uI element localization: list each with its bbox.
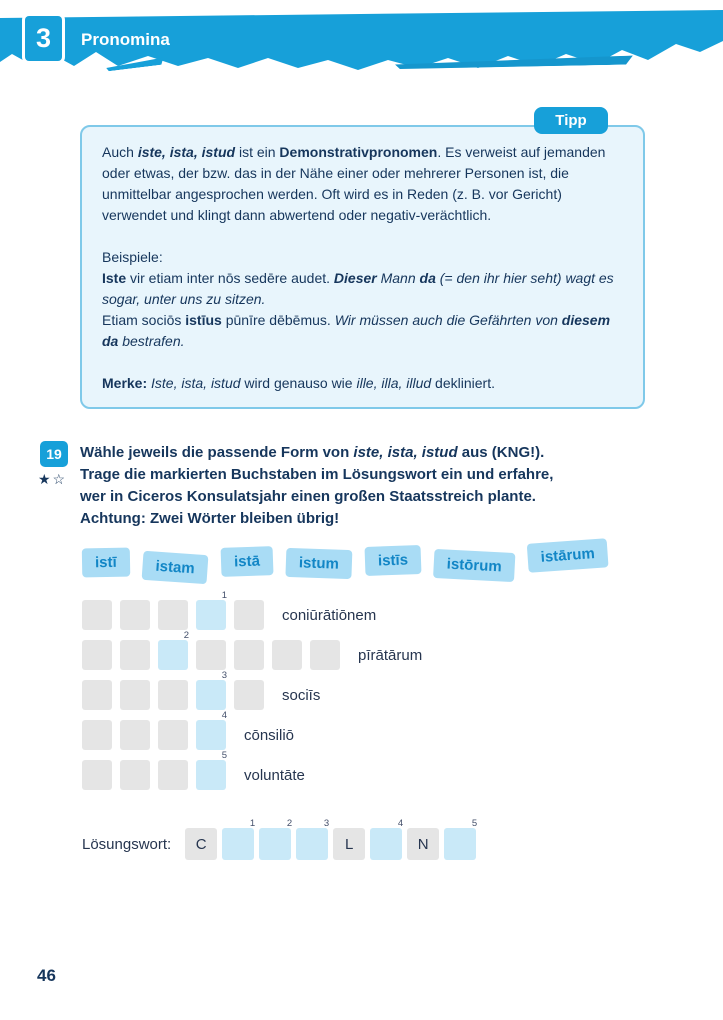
text-segment: Achtung: Zwei Wörter bleiben übrig! xyxy=(80,510,340,527)
text-segment: Iste xyxy=(102,270,127,286)
cell-number: 3 xyxy=(221,670,227,681)
solution-cell-blank[interactable] xyxy=(296,818,330,860)
tip-intro xyxy=(102,142,623,226)
chapter-number-badge xyxy=(25,16,62,61)
answer-cell[interactable] xyxy=(158,760,188,790)
cell-number: 4 xyxy=(397,818,404,829)
clue-word: pīrātārum xyxy=(358,646,423,664)
instruction-line xyxy=(80,442,640,464)
solution-cell-letter: N xyxy=(407,828,439,860)
cell-number: 3 xyxy=(323,818,330,829)
answer-cell[interactable] xyxy=(120,760,150,790)
cell-number: 5 xyxy=(471,818,478,829)
answer-cell[interactable] xyxy=(120,640,150,670)
answer-cell[interactable] xyxy=(234,640,264,670)
word-tile[interactable]: istam xyxy=(141,551,208,584)
tip-example-1 xyxy=(102,268,623,310)
instruction-line xyxy=(80,486,640,508)
answer-cell-highlighted[interactable] xyxy=(196,750,227,790)
examples-heading: Beispiele: xyxy=(102,249,163,265)
tip-box xyxy=(80,112,645,409)
answer-cell-highlighted[interactable] xyxy=(196,670,227,710)
answer-cell[interactable] xyxy=(120,720,150,750)
answer-cell[interactable] xyxy=(82,680,112,710)
clue-word: sociīs xyxy=(282,686,321,704)
answer-cell[interactable] xyxy=(234,600,264,630)
difficulty-rating: ★☆ xyxy=(38,471,68,487)
text-segment: pūnīre dēbēmus. xyxy=(221,312,335,328)
solution-cell-blank[interactable] xyxy=(444,818,478,860)
cell-number: 2 xyxy=(183,630,189,641)
answer-cell-highlighted[interactable] xyxy=(196,710,227,750)
cell-number: 2 xyxy=(286,818,293,829)
text-segment: istīus xyxy=(185,312,222,328)
text-segment: Wir müssen auch die Gefährten von xyxy=(334,312,562,328)
solution-label: Lösungswort: xyxy=(82,835,172,853)
text-segment: aus (KNG!). xyxy=(457,444,545,461)
tip-note xyxy=(102,373,623,394)
word-tile[interactable]: istārum xyxy=(527,538,609,573)
cell-number: 4 xyxy=(221,710,227,721)
grid-row xyxy=(82,590,422,630)
tip-label: Tipp xyxy=(534,107,608,134)
solution-cells xyxy=(185,818,478,860)
answer-cell[interactable] xyxy=(120,680,150,710)
exercise-instructions xyxy=(80,442,640,530)
word-tile[interactable]: istī xyxy=(82,548,130,578)
text-segment: vir etiam inter nōs sedēre audet. xyxy=(126,270,334,286)
answer-cell[interactable] xyxy=(158,680,188,710)
chapter-number: 3 xyxy=(35,23,52,53)
solution-cell-blank[interactable] xyxy=(370,818,404,860)
grid-row xyxy=(82,710,422,750)
text-segment: Dieser xyxy=(333,270,377,286)
exercise-number: 19 xyxy=(46,446,62,462)
answer-cell[interactable] xyxy=(158,600,188,630)
clue-word: coniūrātiōnem xyxy=(282,606,377,624)
tip-example-2 xyxy=(102,310,623,352)
cell-number: 1 xyxy=(221,590,227,601)
clue-word: voluntāte xyxy=(244,766,305,784)
text-segment: dekliniert. xyxy=(431,375,495,391)
text-segment: wer in Ciceros Konsulatsjahr einen großen Staatsstreich plante. xyxy=(80,488,536,505)
word-tile[interactable]: istum xyxy=(285,548,352,579)
answer-cell[interactable] xyxy=(158,720,188,750)
text-segment: Demonstrativpronomen xyxy=(279,144,438,160)
text-segment: wird genauso wie xyxy=(240,375,357,391)
text-segment: Merke: xyxy=(102,375,148,391)
text-segment: Wähle jeweils die passende Form von xyxy=(80,444,354,461)
text-segment: da xyxy=(419,270,436,286)
text-segment: Auch xyxy=(102,144,138,160)
text-segment: . Es verweist auf jemanden oder etwas, der bzw. das in der Nähe einer oder mehrerer Personen ist, die unmittelbar angesprochen werden. Oft wird es in Reden (z. B. vor Gericht) verwendet und klingt dann abwertend oder negativ-verächtlich. xyxy=(102,144,606,223)
answer-cell[interactable] xyxy=(120,600,150,630)
text-segment: ist ein xyxy=(235,144,280,160)
chapter-title: Pronomina xyxy=(81,30,170,49)
solution-row xyxy=(82,818,478,860)
answer-cell[interactable] xyxy=(196,640,226,670)
text-segment: wagt es sogar, unter uns zu sitzen. xyxy=(102,270,614,307)
clue-word: cōnsiliō xyxy=(244,726,295,744)
text-segment: bestrafen. xyxy=(118,333,185,349)
solution-cell-blank[interactable] xyxy=(259,818,293,860)
text-segment: Mann xyxy=(376,270,420,286)
text-segment: Trage die markierten Buchstaben im Lösungswort ein und erfahre, xyxy=(80,466,554,483)
answer-cell[interactable] xyxy=(82,720,112,750)
answer-cell-highlighted[interactable] xyxy=(196,590,227,630)
solution-cell-blank[interactable] xyxy=(222,818,256,860)
grid-row xyxy=(82,750,422,790)
exercise-number-badge xyxy=(40,441,68,467)
instruction-line xyxy=(80,508,640,530)
text-segment: ille, illa, illud xyxy=(356,375,432,391)
text-segment: (= den ihr hier seht) xyxy=(435,270,566,286)
solution-cell-letter: L xyxy=(333,828,365,860)
answer-cell[interactable] xyxy=(82,760,112,790)
instruction-line xyxy=(80,464,640,486)
word-tile[interactable]: istā xyxy=(220,546,273,577)
grid-row xyxy=(82,670,422,710)
answer-cell-highlighted[interactable] xyxy=(158,630,189,670)
text-segment: diesem da xyxy=(102,312,611,349)
solution-cell-letter: C xyxy=(185,828,217,860)
page-number: 46 xyxy=(37,966,56,985)
text-segment: iste, ista, istud xyxy=(137,144,236,160)
word-tiles xyxy=(82,545,608,578)
cell-number: 1 xyxy=(249,818,256,829)
text-segment: Etiam sociōs xyxy=(102,312,186,328)
answer-cell[interactable] xyxy=(82,600,112,630)
answer-grid xyxy=(82,590,423,800)
answer-cell[interactable] xyxy=(310,640,340,670)
answer-cell[interactable] xyxy=(272,640,302,670)
text-segment: Iste, ista, istud xyxy=(151,375,241,391)
answer-cell[interactable] xyxy=(82,640,112,670)
word-tile[interactable]: istōrum xyxy=(433,549,515,582)
cell-number: 5 xyxy=(221,750,227,761)
word-tile[interactable]: istīs xyxy=(364,545,421,576)
text-segment: iste, ista, istud xyxy=(353,444,458,461)
grid-row xyxy=(82,630,423,670)
answer-cell[interactable] xyxy=(234,680,264,710)
